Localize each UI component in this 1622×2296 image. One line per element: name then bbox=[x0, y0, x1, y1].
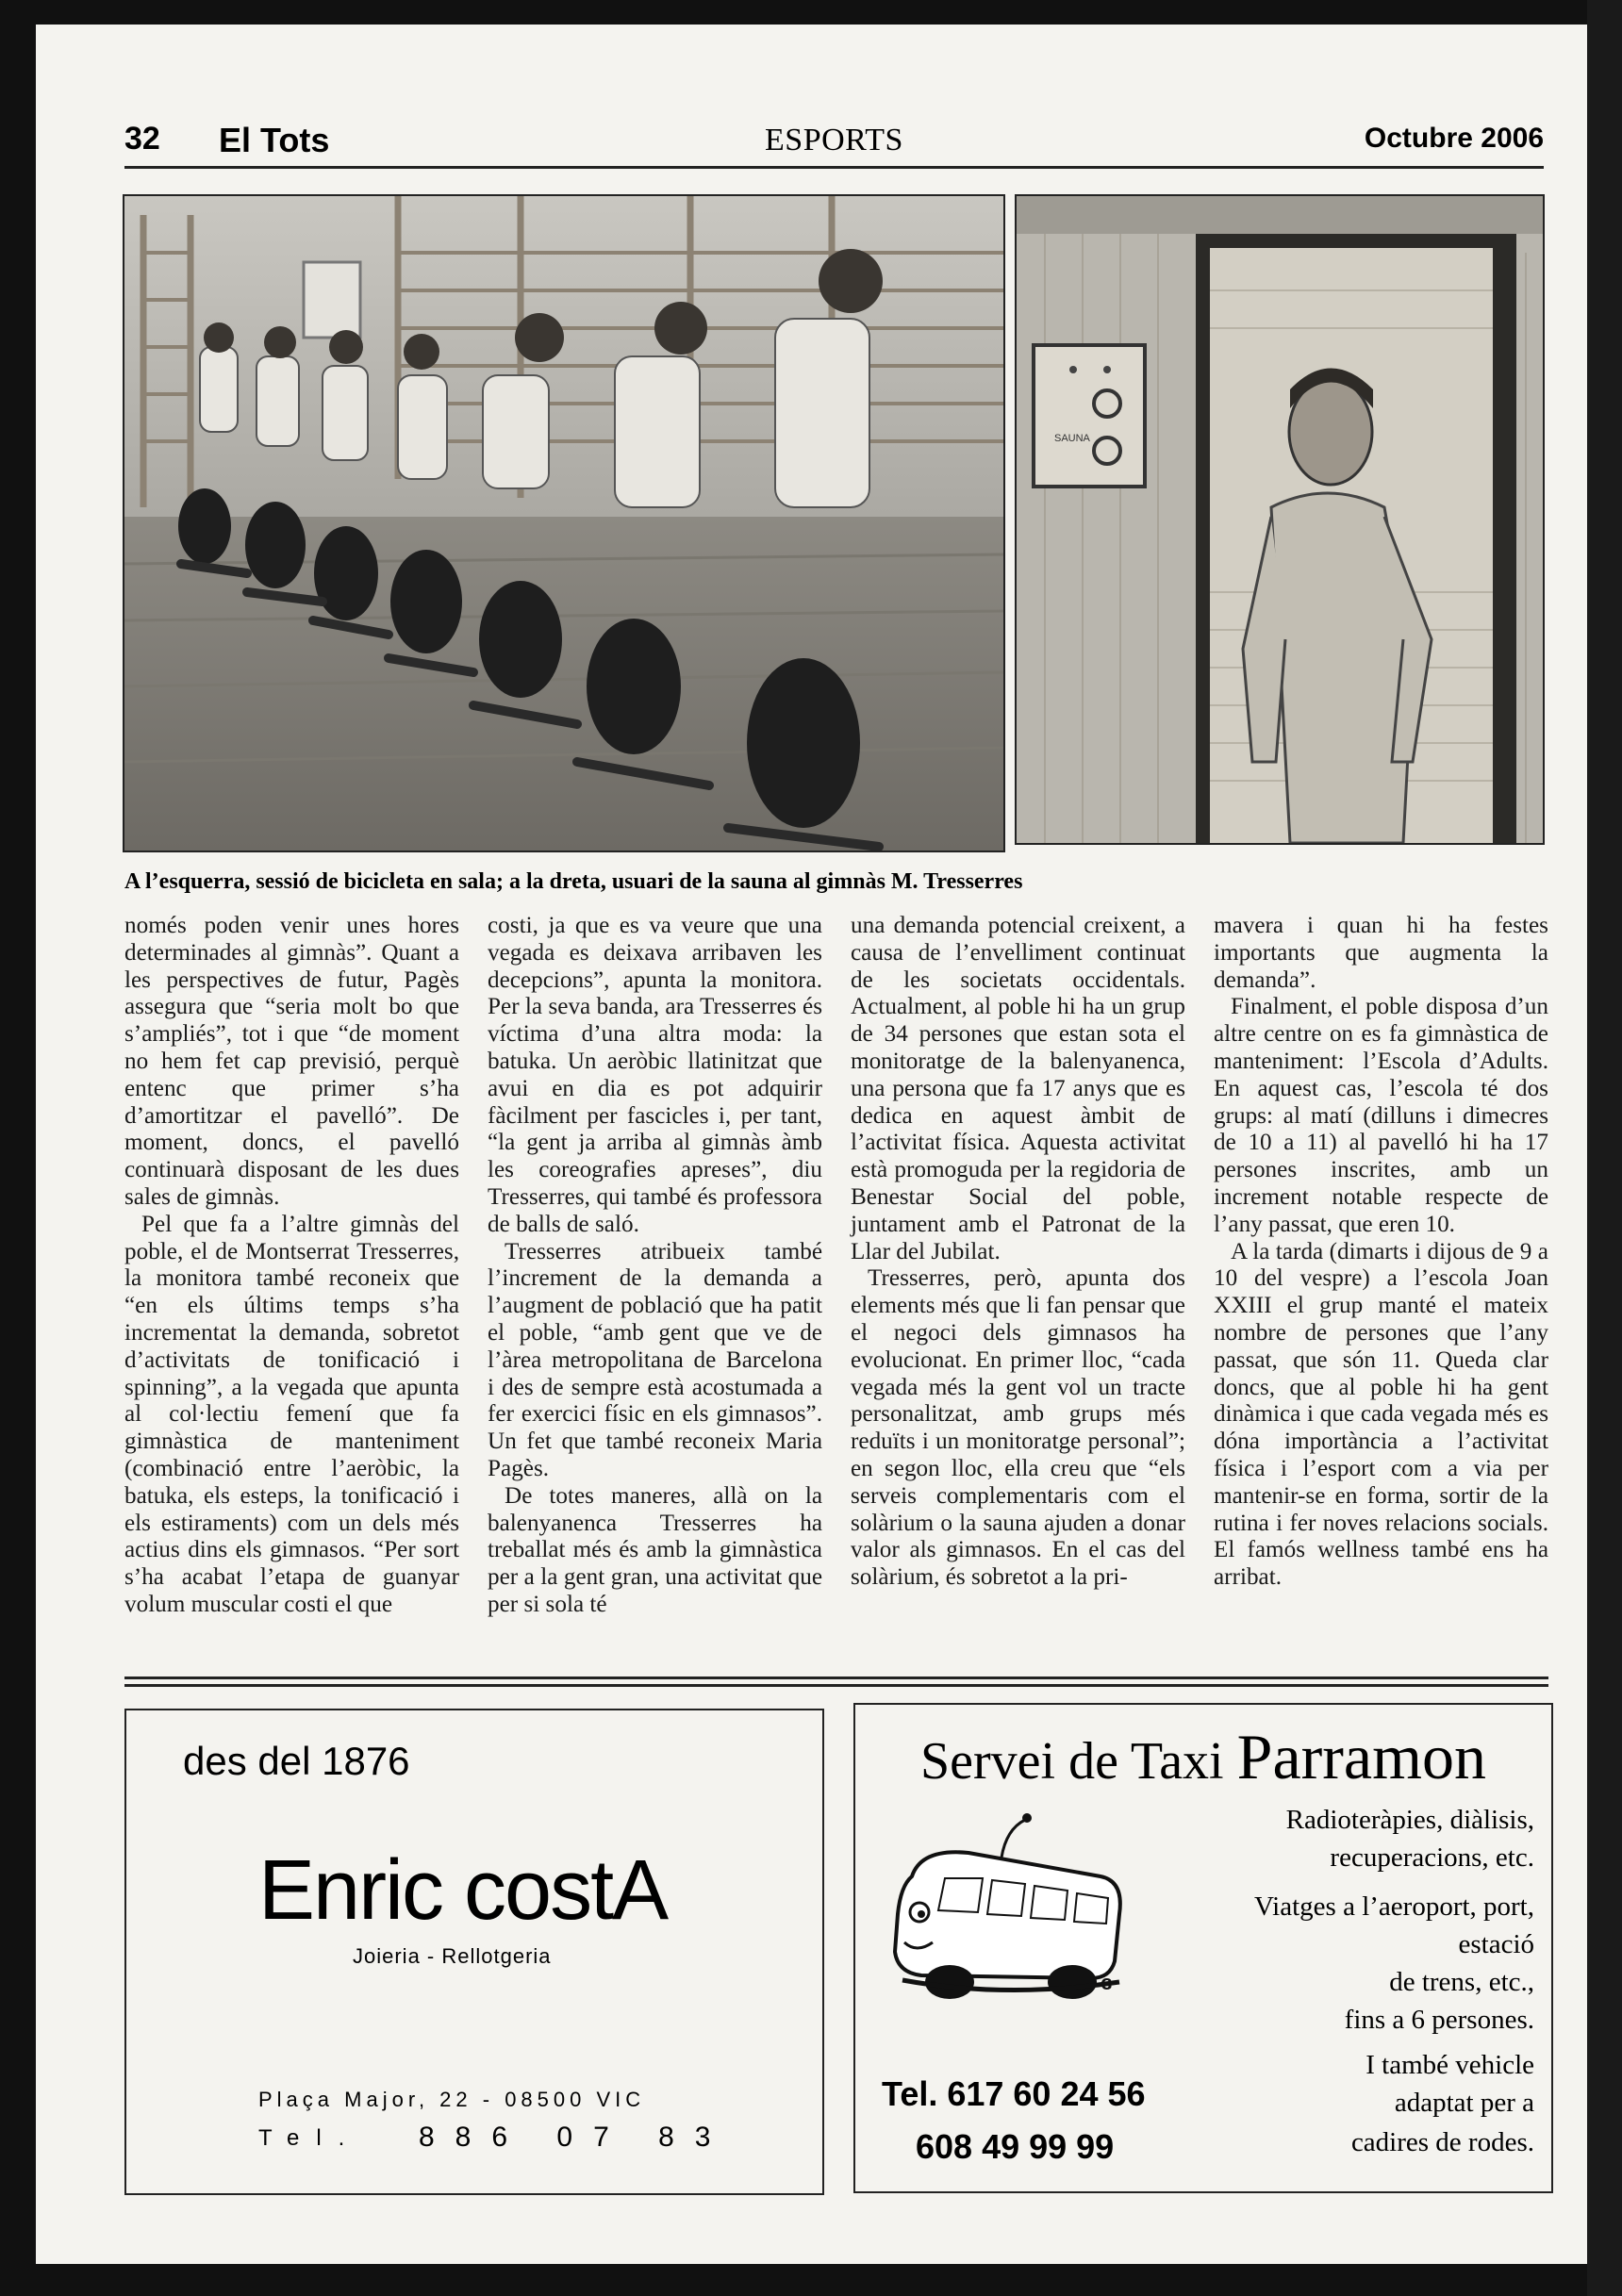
issue-date: Octubre 2006 bbox=[1364, 123, 1544, 154]
ad-taxi-title-name: Parramon bbox=[1236, 1721, 1486, 1792]
ad-address: Plaça Major, 22 - 08500 VIC bbox=[258, 2088, 646, 2111]
paragraph: A la tarda (dimarts i dijous de 9 a 10 del vespre) a l’escola Joan XXIII el grup manté el mateix nombre de persones que l’any passat, que són 11. Queda clar doncs, que al poble hi ha gent dinàmica i que cada vegada més es dóna importància a l’activitat física i l’esport com a via per mantenir-se en forma, sortir de la rutina i fer noves relacions socials. El famós wellness també ens ha arribat. bbox=[1214, 1238, 1548, 1591]
paragraph: mavera i quan hi ha festes importants que augmenta la demanda”. bbox=[1214, 913, 1548, 993]
ad-since: des del 1876 bbox=[183, 1739, 410, 1783]
scan-edge bbox=[1587, 0, 1622, 2296]
paragraph: Tresserres atribueix també l’increment de la demanda a l’augment de població que ha patit el poble, “amb gent que ve de l’àrea metropolitana de Barcelona i des de sempre està acostumada a fer exercici físic en els gimnasos”. Un fet que també reconeix Maria Pagès. bbox=[488, 1238, 822, 1481]
page-header bbox=[124, 121, 1544, 166]
ad-brand-logo: Enric costA bbox=[258, 1843, 668, 1938]
ad-subtitle: Joieria - Rellotgeria bbox=[353, 1944, 552, 1968]
ad-tel-label: Tel. bbox=[258, 2125, 362, 2151]
article-column-1 bbox=[124, 913, 459, 1619]
masthead: El Tots bbox=[219, 121, 330, 159]
ad-taxi-phone-2: 608 49 99 99 bbox=[916, 2127, 1115, 2166]
photo-spinning-class bbox=[123, 194, 1005, 852]
sauna-panel-label: SAUNA bbox=[1054, 433, 1090, 444]
paragraph: costi, ja que es va veure que una vegada es deixava arribaven les decepcions”, apunta la monitora. Per la seva banda, ara Tresserres és víctima d’una altra moda: la batuka. Un aeròbic llatinitzat que avui en dia es pot adquirir fàcilment per fascicles i, per tant, “la gent ja arriba al gimnàs àmb les coreografies apreses”, diu Tresserres, qui també és professora de balls de saló. bbox=[488, 913, 822, 1237]
ad-tel-number: 886 07 83 bbox=[419, 2122, 732, 2153]
ad-taxi-line: I també vehicle bbox=[1365, 2050, 1534, 2080]
article-column-2 bbox=[488, 913, 822, 1619]
ads-divider bbox=[124, 1684, 1548, 1687]
svg-text:ɞ: ɞ bbox=[1101, 1971, 1113, 1994]
header-rule bbox=[124, 166, 1544, 169]
ad-taxi-phone: Tel. 617 60 24 56 bbox=[882, 2074, 1146, 2113]
ad-taxi-line: recuperacions, etc. bbox=[1330, 1842, 1534, 1873]
ad-taxi-line: de trens, etc., bbox=[1389, 1967, 1534, 1997]
paragraph: una demanda potencial creixent, a causa de l’envelliment continuat de les societats occidentals. Actualment, al poble hi ha un grup de 34 persones que estan sota el monitoratge de la balenyanenca, una persona que fa 17 anys que es dedica en aquest àmbit de l’activitat física. Aquesta activitat està promoguda per la regidoria de Benestar Social del poble, juntament amb el Patronat de la Llar del Jubilat. bbox=[851, 913, 1185, 1264]
photo-caption: A l’esquerra, sessió de bicicleta en sala; a la dreta, usuari de la sauna al gimnàs M. Tresserres bbox=[124, 869, 1023, 894]
minibus-icon bbox=[884, 1810, 1129, 2008]
ad-taxi-line: cadires de rodes. bbox=[1350, 2127, 1534, 2157]
ad-taxi-line: Viatges a l’aeroport, port, bbox=[1253, 1891, 1534, 1922]
ad-taxi-line: Radioteràpies, diàlisis, bbox=[1285, 1805, 1534, 1835]
ad-taxi-line: estació bbox=[1458, 1929, 1534, 1959]
article-column-3 bbox=[851, 913, 1185, 1592]
paragraph: Pel que fa a l’altre gimnàs del poble, el de Montserrat Tresserres, la monitora també reconeix que “en els últims temps s’ha incrementat la demanda, sobretot d’activitats de tonificació i spinning”, a la vegada que apunta al col·lectiu femení que fa gimnàstica de manteniment (combinació entre l’aeròbic, la batuka, els esteps, la tonificació i els estiraments) com un dels més actius dins els gimnasos. “Per sort s’ha acabat l’etapa de guanyar volum muscular costi el que bbox=[124, 1211, 459, 1617]
photo-sauna-user bbox=[1015, 194, 1545, 845]
section-title: ESPORTS bbox=[765, 123, 903, 157]
ad-taxi-parramon bbox=[853, 1703, 1553, 2193]
ad-taxi-line: fins a 6 persones. bbox=[1344, 2005, 1534, 2035]
article-column-4 bbox=[1214, 913, 1548, 1592]
paragraph: Finalment, el poble disposa d’un altre centre on es fa gimnàstica de manteniment: l’Escola d’Adults. En aquest cas, l’escola té dos grups: al matí (dilluns i dimecres de 10 a 11) al pavelló hi ha 17 persones inscrites, amb un increment notable respecte de l’any passat, que eren 10. bbox=[1214, 994, 1548, 1237]
ad-enric-costa bbox=[124, 1709, 824, 2195]
page-number: 32 bbox=[124, 121, 160, 157]
ad-taxi-title bbox=[855, 1720, 1551, 1794]
paragraph: només poden venir unes hores determinades al gimnàs”. Quant a les perspectives de futur, Pagès assegura que “seria molt bo que s’ampliés”, tot i que “de moment no hem fet cap previsió, perquè entenc que primer s’ha d’amortitzar el pavelló”. De moment, doncs, el pavelló continuarà disposant de les dues sales de gimnàs. bbox=[124, 913, 459, 1210]
ad-taxi-line: adaptat per a bbox=[1394, 2088, 1534, 2118]
paragraph: De totes maneres, allà on la balenyanenca Tresserres ha treballat més és amb la gimnàstica per a la gent gran, una activitat que per si sola té bbox=[488, 1482, 822, 1617]
ad-taxi-title-prefix: Servei de Taxi bbox=[920, 1732, 1224, 1791]
paragraph: Tresserres, però, apunta dos elements més que li fan pensar que el negoci dels gimnasos ha evolucionat. En primer lloc, “cada vegada més la gent vol un tracte personalitzat, amb grups més reduïts i un monitoratge personal”; en segon lloc, ella creu que “els serveis complementaris com el solàrium o la sauna ajuden a donar valor als gimnasos. En el cas del solàrium, és sobretot a la pri- bbox=[851, 1265, 1185, 1591]
ads-divider bbox=[124, 1677, 1548, 1679]
